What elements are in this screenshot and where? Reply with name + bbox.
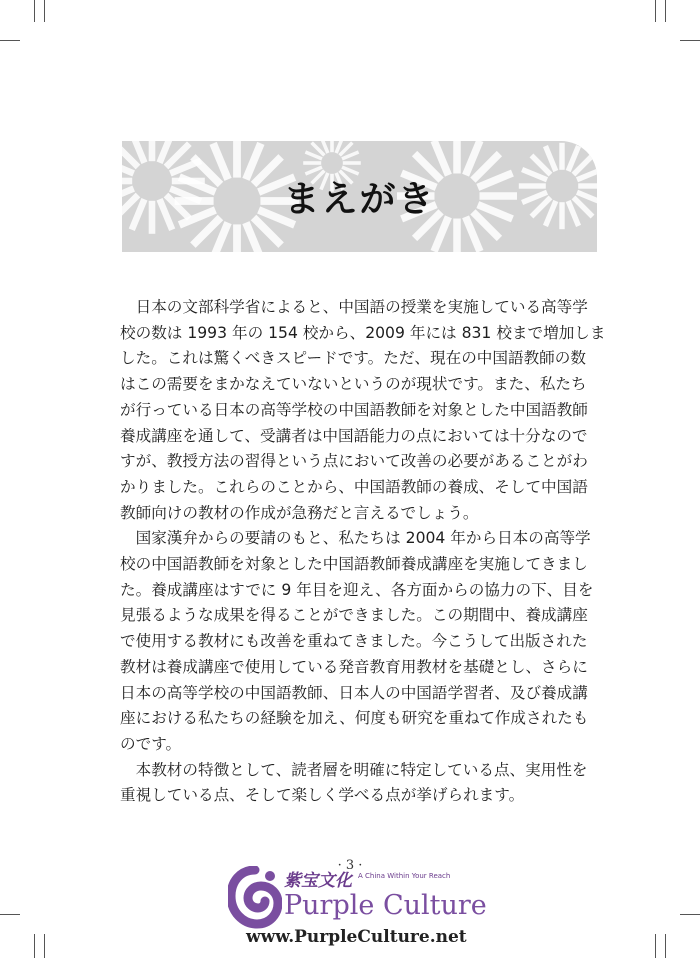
text-line: た。養成講座はすでに 9 年目を迎え、各方面からの協力の下、目を	[120, 580, 594, 599]
crop-mark	[0, 40, 20, 41]
paragraph	[120, 758, 600, 809]
preface-body	[120, 295, 606, 809]
text-line: すが、教授方法の習得という点において改善の必要があることがわ	[120, 452, 588, 471]
text-line: 校の数は 1993 年の 154 校から、2009 年には 831 校まで増加しま	[120, 323, 606, 342]
text-line: した。これは驚くべきスピードです。ただ、現在の中国語教師の数	[120, 349, 586, 368]
page-number: · 3 ·	[337, 858, 363, 873]
watermark-chinese: 紫宝文化	[284, 871, 352, 891]
text-line: 日本の高等学校の中国語教師、日本人の中国語学習者、及び養成講	[120, 683, 588, 702]
watermark-tagline: A China Within Your Reach	[358, 872, 451, 880]
text-line: 国家漢弁からの要請のもと、私たちは 2004 年から日本の高等学	[120, 529, 591, 548]
crop-mark	[655, 934, 656, 958]
text-line: 日本の文部科学省によると、中国語の授業を実施している高等学	[120, 298, 588, 316]
watermark-url: www.PurpleCulture.net	[246, 927, 467, 947]
crop-mark	[655, 0, 656, 22]
crop-mark	[680, 914, 700, 915]
text-line: 重視している点、そして楽しく学べる点が挙げられます。	[120, 786, 525, 805]
text-line: 本教材の特徴として、読者層を明確に特定している点、実用性を	[120, 760, 588, 779]
crop-mark	[680, 40, 700, 41]
crop-mark	[44, 934, 45, 958]
header-banner	[122, 141, 597, 252]
paragraph	[120, 295, 606, 526]
text-line: 校の中国語教師を対象とした中国語教師養成講座を実施してきまし	[120, 555, 588, 574]
paragraph	[120, 526, 600, 757]
text-line: 見張るような成果を得ることができました。この期間中、養成講座	[120, 606, 588, 625]
text-line: 養成講座を通して、受講者は中国語能力の点においては十分なので	[120, 426, 588, 445]
crop-mark	[665, 0, 666, 22]
text-line: のです。	[120, 734, 182, 753]
page-title: まえがき	[283, 179, 436, 220]
text-line: かりました。これらのことから、中国語教師の養成、そして中国語	[120, 477, 588, 496]
text-line: 座における私たちの経験を加え、何度も研究を重ねて作成されたも	[120, 709, 589, 728]
watermark-name: Purple Culture	[284, 890, 487, 921]
text-line: 教師向けの教材の作成が急務だと言えるでしょう。	[120, 503, 479, 522]
crop-mark	[34, 0, 35, 22]
crop-mark	[665, 934, 666, 958]
text-line: 教材は養成講座で使用している発音教育用教材を基礎とし、さらに	[120, 657, 588, 676]
text-line: が行っている日本の高等学校の中国語教師を対象とした中国語教師	[120, 400, 588, 419]
crop-mark	[34, 934, 35, 958]
text-line: で使用する教材にも改善を重ねてきました。今こうして出版された	[120, 632, 588, 651]
swirl-logo-icon	[228, 866, 282, 930]
crop-mark	[0, 914, 20, 915]
crop-mark	[44, 0, 45, 22]
watermark-logo	[228, 862, 488, 932]
text-line: はこの需要をまかなえていないというのが現状です。また、私たち	[120, 375, 587, 394]
